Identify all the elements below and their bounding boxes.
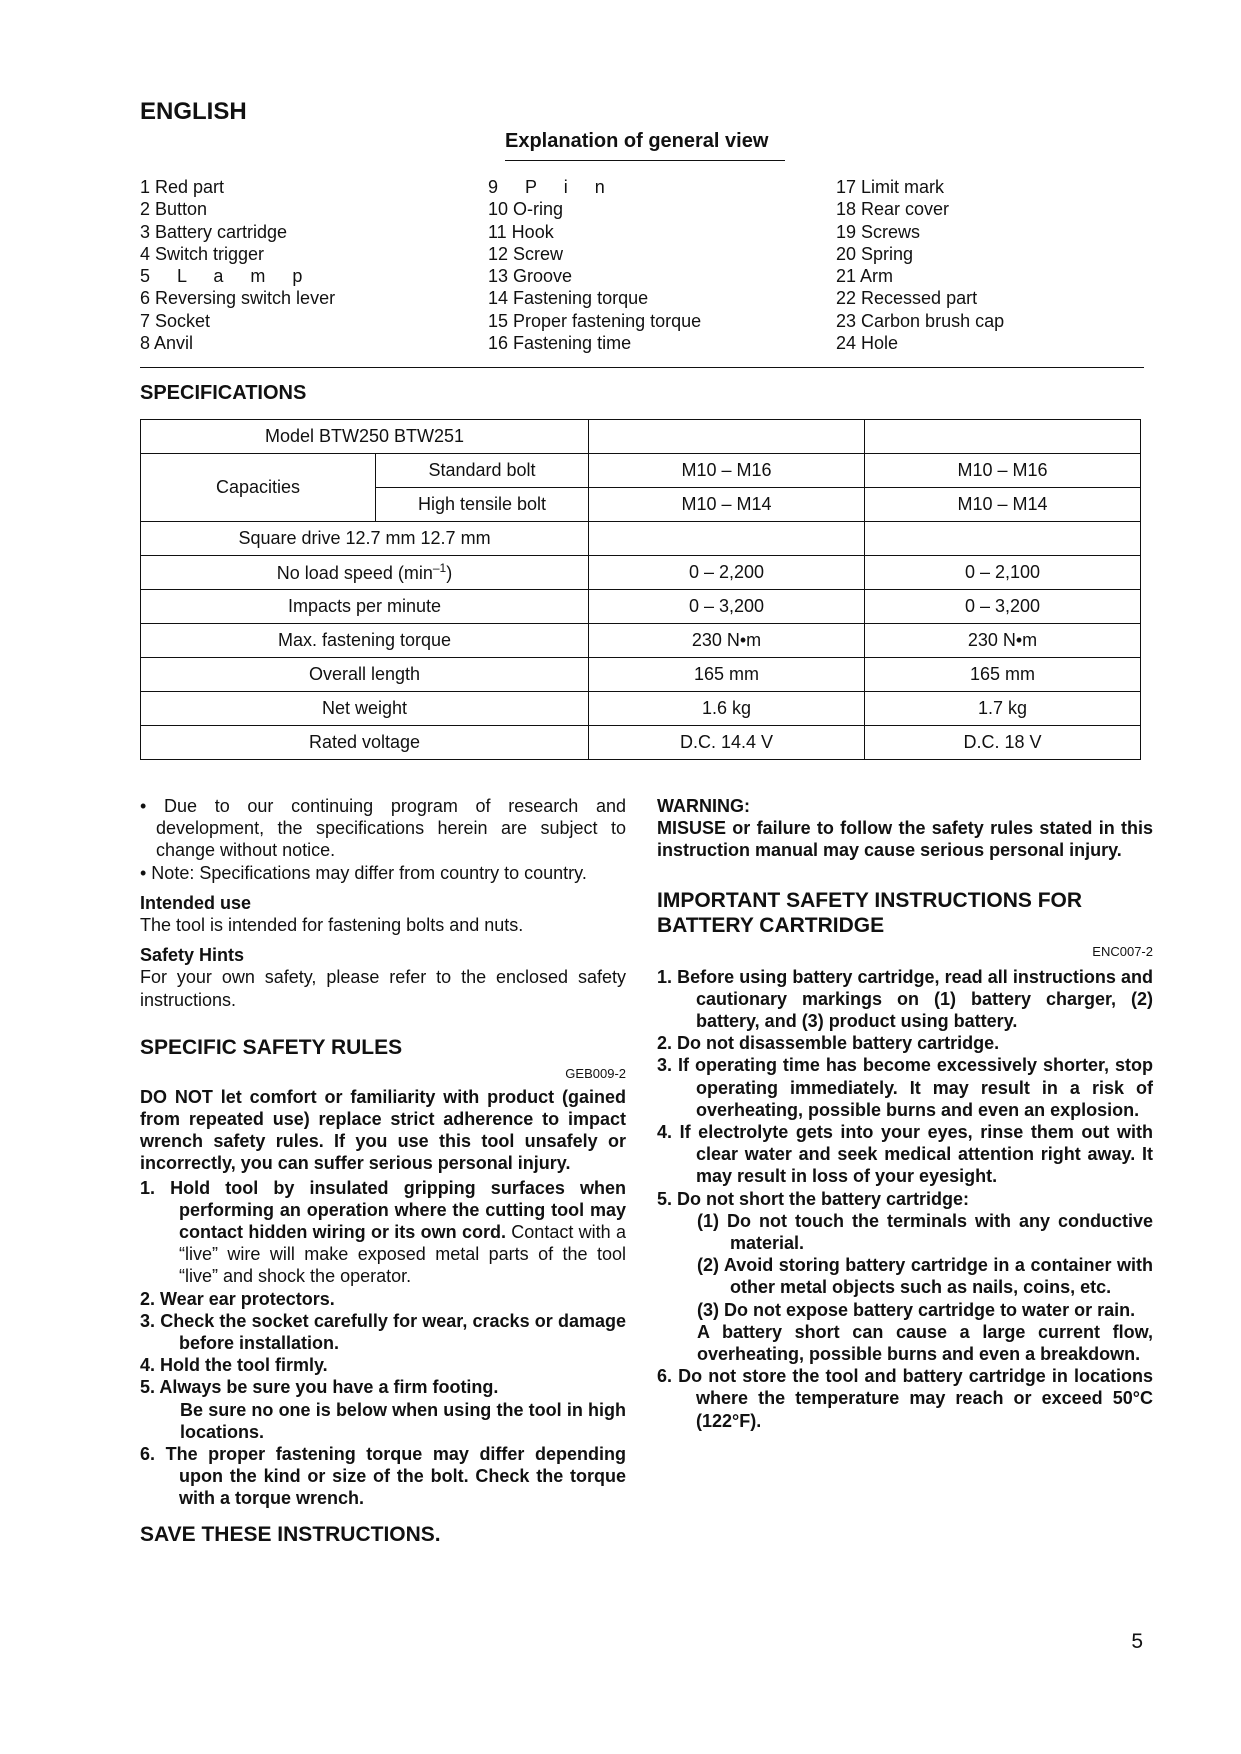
table-cell: M10 – M16 xyxy=(589,454,865,488)
parts-list-1 xyxy=(140,176,335,354)
table-cell xyxy=(865,420,1141,454)
part-item: 9 P i n xyxy=(488,177,605,197)
table-row xyxy=(141,420,1141,454)
standard-bolt-label: Standard bolt xyxy=(376,454,589,488)
part-item: 19 Screws xyxy=(836,221,921,242)
table-row xyxy=(141,454,1141,488)
table-cell: 230 N•m xyxy=(865,624,1141,658)
table-cell: 0 – 3,200 xyxy=(589,590,865,624)
no-load-label xyxy=(141,556,589,590)
part-item: 4 Switch trigger xyxy=(140,243,265,264)
length-label: Overall length xyxy=(141,658,589,692)
table-cell: 1.7 kg xyxy=(865,692,1141,726)
language-heading: ENGLISH xyxy=(140,98,247,125)
table-cell: 0 – 2,200 xyxy=(589,556,865,590)
rule-item: 5. Always be sure you have a firm footing. xyxy=(140,1377,499,1398)
table-cell: M10 – M16 xyxy=(865,454,1141,488)
table-cell: 0 – 2,100 xyxy=(865,556,1141,590)
part-item: 18 Rear cover xyxy=(836,199,950,220)
table-cell xyxy=(589,420,865,454)
part-item: 11 Hook xyxy=(488,221,554,242)
rule1-normal: Contact with a “live” wire will make exposed metal parts of the tool “live” and shock the operator. xyxy=(179,1222,626,1287)
part-item: 13 Groove xyxy=(488,266,573,287)
part-item: 7 Socket xyxy=(140,310,211,331)
rule1-bold: 1. Hold tool by insulated gripping surfaces when performing an operation where the cutting tool may contact hidden wiring or its own cord. xyxy=(140,1177,626,1243)
no-load-sup: –1 xyxy=(432,561,447,575)
rule-item: 3. Check the socket carefully for wear, cracks or damage before installation. xyxy=(140,1310,626,1354)
warning-title: WARNING: xyxy=(657,796,750,816)
rule-item: 6. The proper fastening torque may differ depending upon the kind or size of the bolt. Check the torque with a torque wrench. xyxy=(140,1444,626,1509)
battery-subitem: (1) Do not touch the terminals with any conductive material. xyxy=(697,1210,1153,1254)
part-item: 2 Button xyxy=(140,199,208,220)
safety-hints-title: Safety Hints xyxy=(140,945,245,966)
parts-list-2 xyxy=(488,176,701,354)
battery-subitem: (2) Avoid storing battery cartridge in a container with other metal objects such as nails, coins, etc. xyxy=(697,1255,1153,1298)
table-cell: M10 – M14 xyxy=(865,488,1141,522)
battery-item: 1. Before using battery cartridge, read all instructions and cautionary markings on (1) battery charger, (2) battery, and (3) product using battery. xyxy=(657,966,1153,1032)
capacities-label: Capacities xyxy=(141,454,376,522)
section-divider xyxy=(140,367,1144,368)
no-load-text: No load speed (min xyxy=(276,563,433,583)
battery-item: 2. Do not disassemble battery cartridge. xyxy=(657,1033,1000,1054)
warning-text: MISUSE or failure to follow the safety rules stated in this instruction manual may cause serious personal injury. xyxy=(657,818,1153,861)
table-row xyxy=(141,556,1141,590)
intended-use-text: The tool is intended for fastening bolts and nuts. xyxy=(140,915,524,936)
table-cell: 0 – 3,200 xyxy=(865,590,1141,624)
table-row xyxy=(141,692,1141,726)
part-item: 14 Fastening torque xyxy=(488,288,649,309)
table-cell: 230 N•m xyxy=(589,624,865,658)
part-item: 17 Limit mark xyxy=(836,177,945,197)
battery-safety-title: IMPORTANT SAFETY INSTRUCTIONS FOR BATTERY CARTRIDGE xyxy=(657,888,1083,937)
part-item: 21 Arm xyxy=(836,266,894,287)
left-column xyxy=(140,795,626,1547)
part-item: 5 L a m p xyxy=(140,266,303,287)
part-item: 20 Spring xyxy=(836,243,914,264)
battery-item: 3. If operating time has become excessively shorter, stop operating immediately. It may result in a risk of overheating, possible burns and even an explosion. xyxy=(657,1055,1153,1120)
part-item: 10 O-ring xyxy=(488,199,564,220)
battery-item: 4. If electrolyte gets into your eyes, rinse them out with clear water and seek medical attention right away. It may result in loss of your eyesight. xyxy=(657,1122,1153,1187)
intended-use-title: Intended use xyxy=(140,892,252,913)
battery-short-note: A battery short can cause a large current flow, overheating, possible burns and even a breakdown. xyxy=(697,1321,1153,1365)
spec-note: • Due to our continuing program of research and development, the specifications herein are subject to change without notice. xyxy=(140,796,626,861)
table-row xyxy=(141,726,1141,760)
part-item: 23 Carbon brush cap xyxy=(836,310,1005,331)
save-instructions: SAVE THESE INSTRUCTIONS. xyxy=(140,1522,441,1546)
table-row xyxy=(141,624,1141,658)
specific-rules-code: GEB009-2 xyxy=(565,1065,626,1081)
part-item: 3 Battery cartridge xyxy=(140,221,288,242)
table-cell: M10 – M14 xyxy=(589,488,865,522)
rule-item: 4. Hold the tool firmly. xyxy=(140,1355,328,1376)
part-item: 8 Anvil xyxy=(140,333,194,354)
table-cell: 165 mm xyxy=(589,658,865,692)
part-item: 22 Recessed part xyxy=(836,288,978,309)
safety-hints-text: For your own safety, please refer to the enclosed safety instructions. xyxy=(140,967,626,1010)
title-underline xyxy=(505,160,785,161)
spec-note: • Note: Specifications may differ from country to country. xyxy=(140,862,587,883)
torque-label: Max. fastening torque xyxy=(141,624,589,658)
square-drive-label: Square drive 12.7 mm 12.7 mm xyxy=(141,522,589,556)
high-tensile-label: High tensile bolt xyxy=(376,488,589,522)
voltage-label: Rated voltage xyxy=(141,726,589,760)
table-cell: 1.6 kg xyxy=(589,692,865,726)
table-cell: 165 mm xyxy=(865,658,1141,692)
specifications-title: SPECIFICATIONS xyxy=(140,382,307,404)
part-item: 6 Reversing switch lever xyxy=(140,288,336,309)
impacts-label: Impacts per minute xyxy=(141,590,589,624)
table-row xyxy=(141,590,1141,624)
parts-list-3 xyxy=(836,176,1004,354)
battery-item: 6. Do not store the tool and battery cartridge in locations where the temperature may reach or exceed 50°C (122°F). xyxy=(657,1366,1153,1431)
right-column xyxy=(657,795,1153,1432)
battery-subitem: (3) Do not expose battery cartridge to water or rain. xyxy=(697,1299,1136,1320)
table-cell: D.C. 14.4 V xyxy=(589,726,865,760)
table-row xyxy=(141,522,1141,556)
weight-label: Net weight xyxy=(141,692,589,726)
battery-item: 5. Do not short the battery cartridge: xyxy=(657,1188,970,1209)
rule-item-continued: Be sure no one is below when using the tool in high locations. xyxy=(180,1399,626,1442)
model-label: Model BTW250 BTW251 xyxy=(141,420,589,454)
table-cell xyxy=(589,522,865,556)
rule-item: 2. Wear ear protectors. xyxy=(140,1288,335,1309)
part-item: 15 Proper fastening torque xyxy=(488,310,702,331)
battery-safety-code: ENC007-2 xyxy=(1092,943,1153,959)
table-cell xyxy=(865,522,1141,556)
no-load-close: ) xyxy=(446,563,453,583)
specific-rules-title: SPECIFIC SAFETY RULES xyxy=(140,1035,403,1059)
rule-item xyxy=(140,1177,626,1288)
part-item: 1 Red part xyxy=(140,177,225,197)
part-item: 12 Screw xyxy=(488,243,564,264)
part-item: 24 Hole xyxy=(836,333,899,354)
page-number: 5 xyxy=(1131,1630,1143,1653)
table-row xyxy=(141,658,1141,692)
specifications-table xyxy=(140,419,1141,760)
part-item: 16 Fastening time xyxy=(488,333,632,354)
general-view-title: Explanation of general view xyxy=(505,130,769,152)
do-not-text: DO NOT let comfort or familiarity with product (gained from repeated use) replace strict adherence to impact wrench safety rules. If you use this tool unsafely or incorrectly, you can suffer serious personal injury. xyxy=(140,1086,626,1174)
table-cell: D.C. 18 V xyxy=(865,726,1141,760)
